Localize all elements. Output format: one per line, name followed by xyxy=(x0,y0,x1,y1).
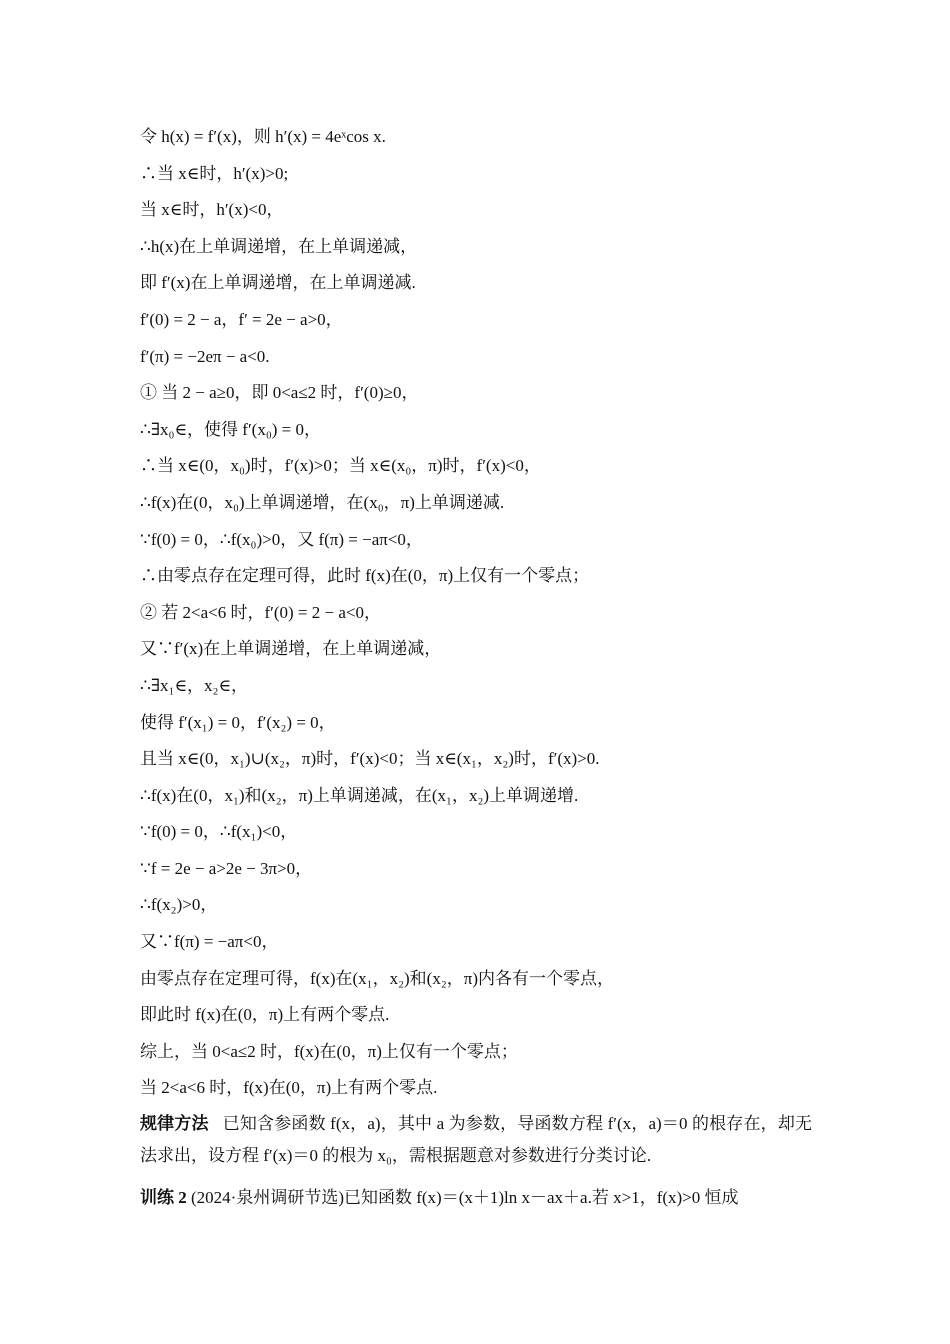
solution-line: 又∵f(π) = −aπ<0， xyxy=(140,932,279,952)
solution-line: ∴由零点存在定理可得，此时 f(x)在(0，π)上仅有一个零点； xyxy=(140,566,590,586)
solution-line: 由零点存在定理可得，f(x)在(x₁，x₂)和(x₂，π)内各有一个零点， xyxy=(140,968,614,988)
exercise-text: (2024·泉州调研节选)已知函数 f(x)＝(x＋1)ln x－ax＋a.若 x>1，f(x)>0 恒成 xyxy=(191,1188,739,1207)
solution-line: 使得 f′(x₁) = 0，f′(x₂) = 0， xyxy=(140,712,336,732)
solution-line: 即此时 f(x)在(0，π)上有两个零点. xyxy=(140,1005,390,1025)
solution-line: ∵f(0) = 0，∴f(x₁)<0， xyxy=(140,822,298,842)
method-paragraph xyxy=(140,1108,812,1172)
solution-line: ∴当 x∈时，h′(x)>0; xyxy=(140,163,289,183)
solution-line: ① 当 2 − a≥0，即 0<a≤2 时，f′(0)≥0， xyxy=(140,383,419,403)
solution-line: ∴∃x₀∈，使得 f′(x₀) = 0， xyxy=(140,419,322,439)
method-title: 规律方法 xyxy=(140,1114,209,1133)
solution-line: ∵f = 2e − a>2e − 3π>0， xyxy=(140,858,313,878)
solution-line: ∴f(x₂)>0， xyxy=(140,895,218,915)
solution-line: ∴f(x)在(0，x₀)上单调递增，在(x₀，π)上单调递减. xyxy=(140,492,505,512)
solution-line: 即 f′(x)在上单调递增，在上单调递减. xyxy=(140,273,416,293)
solution-line: 又∵f′(x)在上单调递增，在上单调递减， xyxy=(140,639,442,659)
solution-line: 当 2<a<6 时，f(x)在(0，π)上有两个零点. xyxy=(140,1078,438,1098)
solution-line: ∴f(x)在(0，x₁)和(x₂，π)上单调递减，在(x₁，x₂)上单调递增. xyxy=(140,785,579,805)
solution-line: 令 h(x) = f′(x)，则 h′(x) = 4eˣcos x. xyxy=(140,127,386,146)
solution-line: ② 若 2<a<6 时，f′(0) = 2 − a<0， xyxy=(140,602,381,622)
solution-line: ∵f(0) = 0，∴f(x₀)>0，又 f(π) = −aπ<0， xyxy=(140,529,423,549)
solution-line: ∴当 x∈(0，x₀)时，f′(x)>0；当 x∈(x₀，π)时，f′(x)<0， xyxy=(140,456,541,476)
exercise-title: 训练 2 xyxy=(140,1188,187,1207)
exercise-paragraph xyxy=(140,1182,812,1214)
solution-line: 且当 x∈(0，x₁)∪(x₂，π)时，f′(x)<0；当 x∈(x₁，x₂)时，f′(x)>0. xyxy=(140,749,600,769)
solution-line: f′(0) = 2 − a，f′ = 2e − a>0， xyxy=(140,309,343,329)
solution-line: 当 x∈时，h′(x)<0， xyxy=(140,200,284,220)
solution-lines xyxy=(140,123,820,1111)
solution-line: ∴h(x)在上单调递增，在上单调递减， xyxy=(140,236,418,256)
method-text: 已知含参函数 f(x，a)，其中 a 为参数，导函数方程 f′(x，a)＝0 的根存在，却无法求出，设方程 f′(x)＝0 的根为 x₀，需根据题意对参数进行分类讨论. xyxy=(140,1114,813,1165)
solution-line: 综上，当 0<a≤2 时，f(x)在(0，π)上仅有一个零点； xyxy=(140,1041,518,1061)
solution-line: ∴∃x₁∈，x₂∈， xyxy=(140,675,249,695)
solution-line: f′(π) = −2eπ − a<0. xyxy=(140,346,270,366)
